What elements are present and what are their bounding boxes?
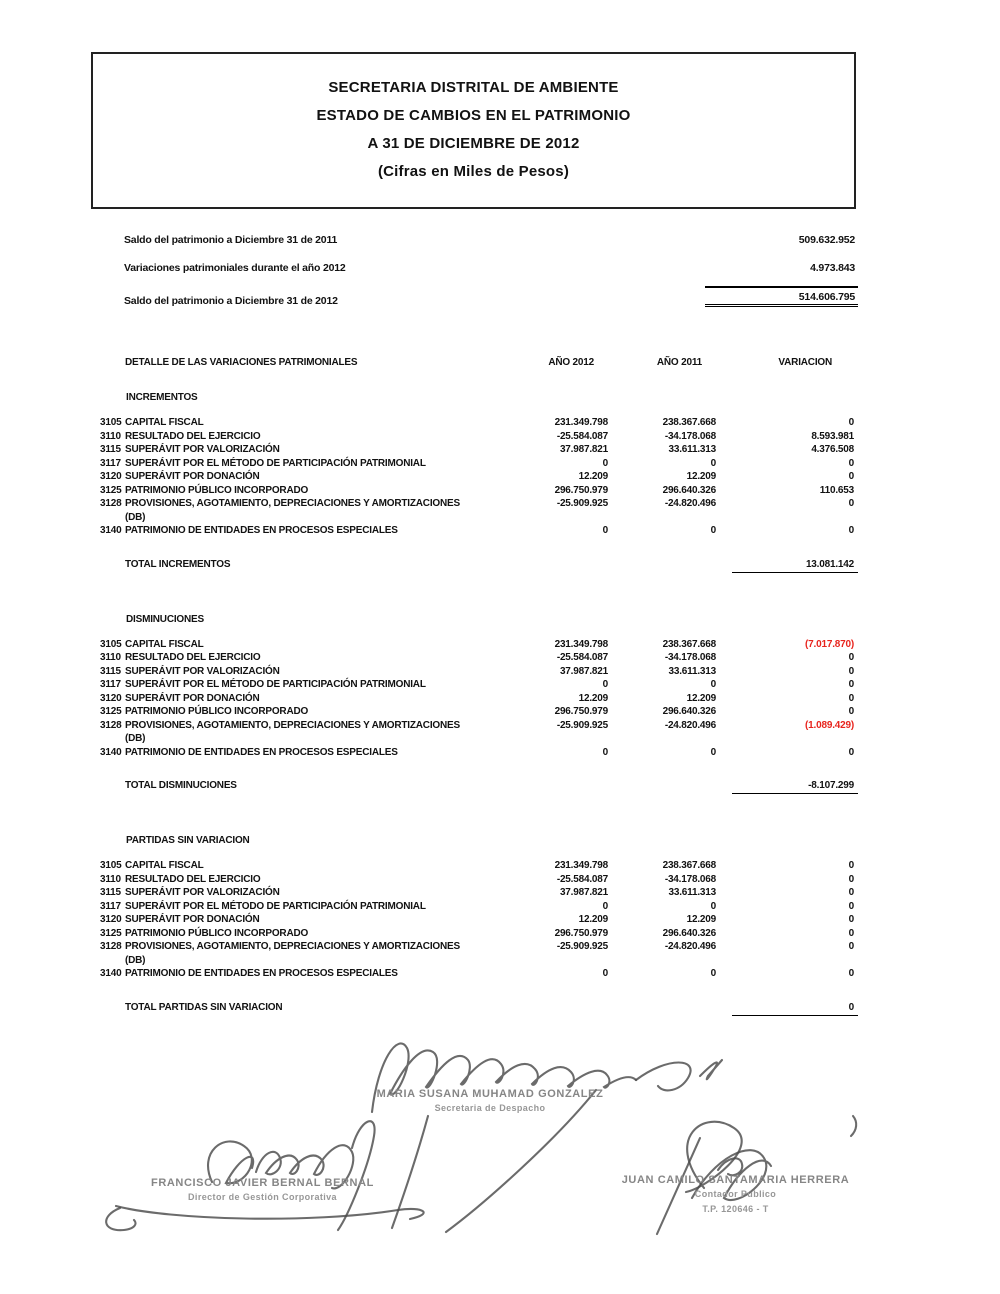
row-value-2011: 33.611.313: [668, 444, 716, 455]
row-variation: 0: [848, 968, 854, 979]
row-label: SUPERÁVIT POR DONACIÓN: [125, 692, 260, 704]
row-label: PATRIMONIO DE ENTIDADES EN PROCESOS ESPECIALES: [125, 525, 398, 536]
row-value-2011: 296.640.326: [662, 706, 716, 717]
row-code: 3125: [100, 706, 122, 717]
row-value-2012: -25.909.925: [556, 719, 608, 731]
signer-name: FRANCISCO JAVIER BERNAL BERNAL: [151, 1177, 374, 1189]
row-variation: 0: [848, 746, 854, 758]
signer-name: MARIA SUSANA MUHAMAD GONZALEZ: [376, 1088, 604, 1100]
signer-role: Director de Gestión Corporativa: [188, 1192, 337, 1202]
row-code: 3128: [100, 719, 122, 731]
table-row: [100, 873, 858, 887]
row-code: 3140: [100, 525, 122, 536]
row-value-2012: 0: [602, 746, 608, 758]
table-row: [100, 665, 858, 679]
table-section: [100, 613, 858, 795]
row-value-2011: -24.820.496: [664, 498, 716, 509]
row-label: PATRIMONIO PÚBLICO INCORPORADO: [125, 484, 309, 496]
row-label: PATRIMONIO DE ENTIDADES EN PROCESOS ESPECIALES: [125, 746, 398, 758]
row-code: 3105: [100, 860, 122, 871]
signature-scribble-right: [718, 1158, 742, 1175]
table-section: [100, 391, 858, 573]
table-row: [100, 524, 858, 538]
table-row: [100, 900, 858, 914]
signature-block-secretaria: [355, 1088, 625, 1113]
row-code: 3117: [100, 900, 121, 912]
row-variation: 0: [848, 692, 854, 704]
row-variation: 0: [848, 471, 854, 482]
total-label: TOTAL PARTIDAS SIN VARIACION: [125, 1001, 283, 1013]
row-variation: 0: [848, 927, 854, 939]
row-label: PROVISIONES, AGOTAMIENTO, DEPRECIACIONES Y AMORTIZACIONES (DB): [125, 941, 460, 966]
table-row: [100, 470, 858, 484]
summary-block: [100, 230, 858, 307]
row-variation: 0: [848, 860, 854, 871]
summary-label: Variaciones patrimoniales durante el año 2012: [124, 262, 346, 274]
row-label: PATRIMONIO DE ENTIDADES EN PROCESOS ESPECIALES: [125, 968, 398, 979]
summary-row: [100, 262, 858, 274]
row-value-2011: 296.640.326: [662, 484, 716, 496]
row-code: 3125: [100, 484, 122, 496]
table-row: [100, 484, 858, 498]
row-value-2011: 0: [710, 968, 716, 979]
row-code: 3110: [100, 430, 121, 442]
row-value-2012: 296.750.979: [554, 927, 608, 939]
signer-name: JUAN CAMILO SANTAMARIA HERRERA: [621, 1174, 850, 1186]
row-code: 3115: [100, 887, 121, 898]
row-code: 3117: [100, 679, 121, 690]
row-code: 3128: [100, 498, 122, 509]
summary-row: [100, 234, 858, 246]
row-value-2012: 37.987.821: [559, 887, 608, 898]
statement-title: ESTADO DE CAMBIOS EN EL PATRIMONIO: [316, 107, 631, 124]
total-value: 13.081.142: [732, 558, 858, 573]
table-row: [100, 678, 858, 692]
row-variation: (7.017.870): [805, 638, 854, 650]
row-value-2011: 296.640.326: [662, 927, 716, 939]
row-label: RESULTADO DEL EJERCICIO: [125, 873, 261, 885]
section-total-row: [100, 779, 858, 794]
row-value-2012: 0: [602, 968, 608, 979]
row-variation: 110.653: [819, 484, 854, 496]
row-variation: 0: [848, 873, 854, 885]
total-value: 0: [732, 1001, 858, 1016]
signature-block-director: [125, 1177, 400, 1202]
row-value-2012: 296.750.979: [554, 484, 608, 496]
row-value-2011: -34.178.068: [664, 873, 716, 885]
summary-value: 4.973.843: [810, 262, 855, 274]
row-label: SUPERÁVIT POR VALORIZACIÓN: [125, 665, 280, 677]
row-value-2011: 12.209: [686, 914, 716, 925]
row-variation: 0: [848, 679, 854, 690]
row-value-2012: 231.349.798: [554, 860, 608, 871]
column-header-2012: AÑO 2012: [548, 357, 594, 368]
table-row: [100, 457, 858, 471]
column-header-variation: VARIACION: [778, 357, 832, 368]
row-value-2012: -25.584.087: [556, 873, 608, 885]
row-value-2011: -34.178.068: [664, 652, 716, 663]
row-value-2012: -25.909.925: [556, 941, 608, 952]
section-title: PARTIDAS SIN VARIACION: [126, 835, 250, 846]
signatures-artwork: [0, 1020, 1000, 1270]
signature-scribble-left: [338, 1121, 375, 1230]
row-value-2011: -34.178.068: [664, 430, 716, 442]
row-value-2012: 37.987.821: [559, 444, 608, 455]
row-value-2012: 0: [602, 457, 608, 469]
table-row: [100, 705, 858, 719]
section-title: INCREMENTOS: [126, 392, 198, 403]
summary-row: [100, 286, 858, 307]
row-variation: 0: [848, 665, 854, 677]
table-sections: [100, 391, 858, 1016]
row-variation: 0: [848, 457, 854, 469]
row-value-2011: 33.611.313: [668, 665, 716, 677]
row-value-2012: 37.987.821: [559, 665, 608, 677]
row-value-2012: 12.209: [578, 914, 608, 925]
row-label: PROVISIONES, AGOTAMIENTO, DEPRECIACIONES Y AMORTIZACIONES (DB): [125, 719, 460, 744]
row-variation: 8.593.981: [811, 430, 854, 442]
row-label: RESULTADO DEL EJERCICIO: [125, 652, 261, 663]
table-row: [100, 746, 858, 760]
section-total-row: [100, 558, 858, 573]
units-note: (Cifras en Miles de Pesos): [377, 163, 570, 180]
row-label: PATRIMONIO PÚBLICO INCORPORADO: [125, 706, 309, 717]
row-label: SUPERÁVIT POR VALORIZACIÓN: [125, 887, 280, 898]
row-variation: 0: [848, 914, 854, 925]
variations-table: [100, 356, 858, 1016]
row-value-2012: -25.909.925: [556, 498, 608, 509]
signature-scribble-left: [106, 1208, 135, 1230]
table-row: [100, 692, 858, 706]
row-variation: (1.089.429): [805, 719, 854, 731]
row-code: 3140: [100, 968, 122, 979]
table-section: [100, 834, 858, 1016]
signature-scribble-left: [116, 1206, 424, 1219]
row-code: 3115: [100, 665, 121, 677]
row-value-2012: 0: [602, 679, 608, 690]
row-value-2011: 12.209: [686, 692, 716, 704]
table-row: [100, 967, 858, 981]
row-value-2011: 0: [710, 457, 716, 469]
section-rows: [100, 859, 858, 981]
signature-scribble-center: [636, 1063, 691, 1091]
row-value-2012: 0: [602, 900, 608, 912]
table-row: [100, 416, 858, 430]
row-value-2011: 238.367.668: [662, 417, 716, 428]
row-label: SUPERÁVIT POR VALORIZACIÓN: [125, 444, 280, 455]
row-value-2011: 238.367.668: [662, 638, 716, 650]
row-label: PATRIMONIO PÚBLICO INCORPORADO: [125, 927, 309, 939]
signature-mark-right-edge: [851, 1116, 856, 1136]
row-label: SUPERÁVIT POR EL MÉTODO DE PARTICIPACIÓN PATRIMONIAL: [125, 900, 426, 912]
signature-block-contador: [608, 1174, 863, 1214]
table-row: [100, 443, 858, 457]
statement-date: A 31 DE DICIEMBRE DE 2012: [367, 135, 580, 152]
row-code: 3110: [100, 652, 121, 663]
row-value-2011: -24.820.496: [664, 719, 716, 731]
row-value-2011: 0: [710, 746, 716, 758]
table-row: [100, 719, 858, 746]
row-code: 3120: [100, 692, 122, 704]
org-title: SECRETARIA DISTRITAL DE AMBIENTE: [328, 79, 619, 96]
table-row: [100, 940, 858, 967]
row-variation: 0: [848, 525, 854, 536]
row-label: CAPITAL FISCAL: [125, 638, 204, 650]
row-code: 3117: [100, 457, 121, 469]
section-title-row: [100, 613, 858, 626]
table-row: [100, 497, 858, 524]
row-value-2012: -25.584.087: [556, 430, 608, 442]
row-value-2012: 12.209: [578, 692, 608, 704]
signer-license: T.P. 120646 - T: [702, 1204, 769, 1214]
row-value-2012: 12.209: [578, 471, 608, 482]
row-value-2012: 296.750.979: [554, 706, 608, 717]
row-code: 3105: [100, 417, 122, 428]
row-variation: 0: [848, 900, 854, 912]
row-label: SUPERÁVIT POR EL MÉTODO DE PARTICIPACIÓN PATRIMONIAL: [125, 679, 426, 690]
row-label: SUPERÁVIT POR DONACIÓN: [125, 914, 260, 925]
row-variation: 0: [848, 887, 854, 898]
table-row: [100, 927, 858, 941]
signer-role: Contador Público: [694, 1189, 777, 1199]
table-row: [100, 430, 858, 444]
section-total-row: [100, 1001, 858, 1016]
document-header: [91, 52, 856, 209]
row-variation: 0: [848, 417, 854, 428]
row-code: 3140: [100, 746, 122, 758]
row-label: RESULTADO DEL EJERCICIO: [125, 430, 261, 442]
row-code: 3115: [100, 444, 121, 455]
row-label: SUPERÁVIT POR EL MÉTODO DE PARTICIPACIÓN PATRIMONIAL: [125, 457, 426, 469]
summary-value-total: 514.606.795: [705, 286, 858, 307]
row-variation: 0: [848, 498, 854, 509]
row-label: SUPERÁVIT POR DONACIÓN: [125, 471, 260, 482]
table-row: [100, 913, 858, 927]
row-value-2011: 12.209: [686, 471, 716, 482]
row-variation: 0: [848, 652, 854, 663]
column-header-2011: AÑO 2011: [656, 357, 702, 368]
total-label: TOTAL INCREMENTOS: [125, 558, 231, 570]
row-value-2012: 0: [602, 525, 608, 536]
row-value-2011: 0: [710, 900, 716, 912]
total-value: -8.107.299: [732, 779, 858, 794]
table-row: [100, 651, 858, 665]
section-title: DISMINUCIONES: [126, 613, 204, 625]
signature-scribble-center: [700, 1060, 722, 1079]
row-value-2012: 231.349.798: [554, 417, 608, 428]
section-rows: [100, 638, 858, 760]
section-title-row: [100, 834, 858, 847]
table-row: [100, 638, 858, 652]
signer-role: Secretaria de Despacho: [434, 1103, 546, 1113]
row-code: 3120: [100, 914, 122, 925]
row-value-2011: 0: [710, 525, 716, 536]
section-title-row: [100, 391, 858, 404]
signature-scribble-center: [392, 1116, 428, 1228]
row-value-2011: 238.367.668: [662, 860, 716, 871]
row-label: PROVISIONES, AGOTAMIENTO, DEPRECIACIONES Y AMORTIZACIONES (DB): [125, 498, 460, 523]
row-code: 3120: [100, 471, 122, 482]
total-label: TOTAL DISMINUCIONES: [125, 780, 237, 791]
row-code: 3125: [100, 927, 122, 939]
row-variation: 0: [848, 706, 854, 717]
row-code: 3105: [100, 638, 122, 650]
row-code: 3128: [100, 941, 122, 952]
table-header-row: [100, 356, 858, 369]
row-variation: 4.376.508: [811, 444, 854, 455]
summary-label: Saldo del patrimonio a Diciembre 31 de 2012: [124, 295, 338, 307]
section-rows: [100, 416, 858, 538]
row-value-2012: 231.349.798: [554, 638, 608, 650]
row-value-2011: 33.611.313: [668, 887, 716, 898]
table-row: [100, 859, 858, 873]
summary-value: 509.632.952: [798, 234, 855, 246]
summary-label: Saldo del patrimonio a Diciembre 31 de 2011: [124, 234, 338, 246]
table-row: [100, 886, 858, 900]
row-label: CAPITAL FISCAL: [125, 417, 204, 428]
row-value-2011: 0: [710, 679, 716, 690]
row-variation: 0: [848, 941, 854, 952]
row-value-2012: -25.584.087: [556, 652, 608, 663]
table-title: DETALLE DE LAS VARIACIONES PATRIMONIALES: [125, 357, 358, 368]
row-label: CAPITAL FISCAL: [125, 860, 204, 871]
row-code: 3110: [100, 873, 121, 885]
row-value-2011: -24.820.496: [664, 941, 716, 952]
